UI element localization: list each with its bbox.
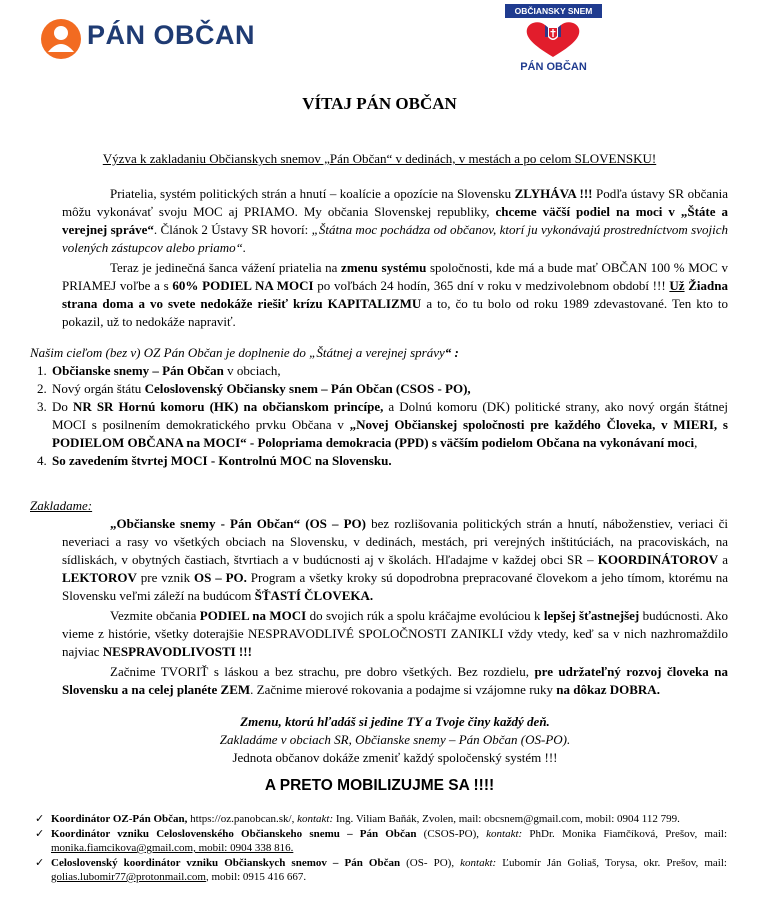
mobilize-heading: A PRETO MOBILIZUJME SA !!!! [264,777,495,794]
goals-section [30,344,728,470]
paragraph-4: Vezmite občania PODIEL na MOCI do svojich rúk a spolu kráčajme evolúciou k lepšej šťastnejšej budúcnosti. Ako vieme z histórie, všetky doterajšie NESPRAVODLIVÉ SPOLOČNOSTI ZANIKLI vždy vtedy, keď sa v nich nazhromaždilo najviac NESPRAVODLIVOSTI !!! [62,608,728,659]
obciansky-snem-logo [505,4,602,76]
contact-row: ✓ Koordinátor vzniku Celoslovenského Občianskeho snemu – Pán Občan (CSOS-PO), kontakt: PhDr. Monika Fiamčíková, Prešov, mail: monika.fiamcikova@gmail.com, mobil: 0904 338 816. [35,827,727,854]
goals-list [30,362,728,470]
heart-flag-icon [523,19,583,59]
closing-line-3: Jednota občanov dokáže zmeniť každý spoločenský systém !!! [232,750,558,765]
list-item: 3. Do NR SR Hornú komoru (HK) na občianskom princípe, a Dolnú komoru (DK) politické strany, ako nový orgán štátnej MOCI s posilnením demokratického prvku Občana v „Novej Občianskej spoločnosti pre každého Človeka, v MIERI, s PODIELOM OBČANA na MOCI“ - Polopriama demokracia (PPD) s väčším podielom Občana na vykonávaní moci, [50,398,728,452]
zakladame-heading: Zakladame: [30,498,93,513]
list-item: 4. So zavedením štvrtej MOCI - Kontrolnú MOC na Slovensku. [50,452,728,470]
checkmark-icon: ✓ [35,856,45,869]
pan-obcan-logo [40,18,256,62]
logo-name-text: PÁN OBČAN [520,61,587,73]
contact-row: ✓ Koordinátor OZ-Pán Občan, https://oz.panobcan.sk/, kontakt: Ing. Viliam Baňák, Zvolen, mail: obcsnem@gmail.com, mobil: 0904 112 799. [35,813,680,825]
subtitle: Výzva k zakladaniu Občianskych snemov „Pán Občan“ v dedinách, v mestách a po celom SLOVENSKU! [102,151,657,166]
list-item: 2. Nový orgán štátu Celoslovenský Občiansky snem – Pán Občan (CSOS - PO), [50,380,728,398]
contacts-list [35,812,727,885]
main-paragraphs [62,515,728,699]
checkmark-icon: ✓ [35,827,45,840]
logo-text: PÁN OBČAN [87,20,256,50]
closing-section [62,713,728,767]
goals-intro: Našim cieľom (bez v) OZ Pán Občan je doplnenie do „Štátnej a verejnej správy“ : [30,345,459,360]
checkmark-icon: ✓ [35,813,45,825]
logo-band-text: OBČIANSKY SNEM [505,4,602,18]
contact-row: ✓ Celoslovenský koordinátor vzniku Občianskych snemov – Pán Občan (OS- PO), kontakt: Ľubomír Ján Goliaš, Torysa, okr. Prešov, mail: golias.lubomir77@protonmail.com, mobil: 0915 416 667. [35,856,727,883]
zakladame-section [30,497,728,515]
paragraph-2: Teraz je jedinečná šanca vážení priatelia na zmenu systému spoločnosti, kde má a bude mať OBČAN 100 % MOC v PRIAMEJ voľbe a s 60% PODIEL NA MOCI po voľbách 24 hodín, 365 dní v roku v medzivolebnom období !!! Už Žiadna strana doma a vo svete nedokáže riešiť krízu KAPITALIZMU a to, čo tu bolo od roku 1989 zdevastované. Ten kto to pokazil, už to nedokáže napraviť. [62,260,729,329]
page-title: VÍTAJ PÁN OBČAN [302,94,457,113]
intro-paragraphs [62,185,728,331]
closing-line-1: Zmenu, ktorú hľadáš si jedine TY a Tvoje činy každý deň. [240,714,550,729]
email-link[interactable]: monika.fiamcikova@gmail.com, mobil: 0904 338 816. [51,842,294,854]
paragraph-3: „Občianske snemy - Pán Občan“ (OS – PO) bez rozlišovania politických strán a hnutí, náboženstiev, veriaci či neveriaci a rasy vo všetkých obciach na Slovensku, v dedinách, mestách, pri verejných inštitúciách, na pracoviskách, na sídliskách, v obytných častiach, štvrtiach a v budúcnosti aj v školách. Hľadajme v každej obci SR – KOORDINÁTOROV a LEKTOROV pre vznik OS – PO. Program a všetky kroky sú dopodrobna prepracované človekom a jeho tímom, ktorému na Slovensku veľmi záleží na budúcom ŠŤASTÍ ČLOVEKA. [62,516,729,603]
closing-line-2: Zakladáme v obciach SR, Občianske snemy – Pán Občan (OS-PO). [219,732,571,747]
paragraph-1: Priatelia, systém politických strán a hnutí – koalície a opozície na Slovensku ZLYHÁVA !!! Podľa ústavy SR občania môžu vykonávať svoju MOC aj PRIAMO. My občania Slovenskej republiky, chceme väčší podiel na moci v „Štáte a verejnej správe“. Článok 2 Ústavy SR hovorí: „Štátna moc pochádza od občanov, ktorí ju vykonávajú prostredníctvom svojich volených zástupcov alebo priamo“. [62,186,728,255]
list-item: 1. Občianske snemy – Pán Občan v obciach, [50,362,728,380]
person-icon [40,18,82,60]
paragraph-5: Začnime TVORIŤ s láskou a bez strachu, pre dobro všetkých. Bez rozdielu, pre udržateľný rozvoj človeka na Slovensku a na celej planéte ZEM. Začnime mierové rokovania a podajme si vzájomne ruky na dôkaz DOBRA. [62,664,728,697]
email-link[interactable]: golias.lubomir77@protonmail.com [51,871,206,883]
